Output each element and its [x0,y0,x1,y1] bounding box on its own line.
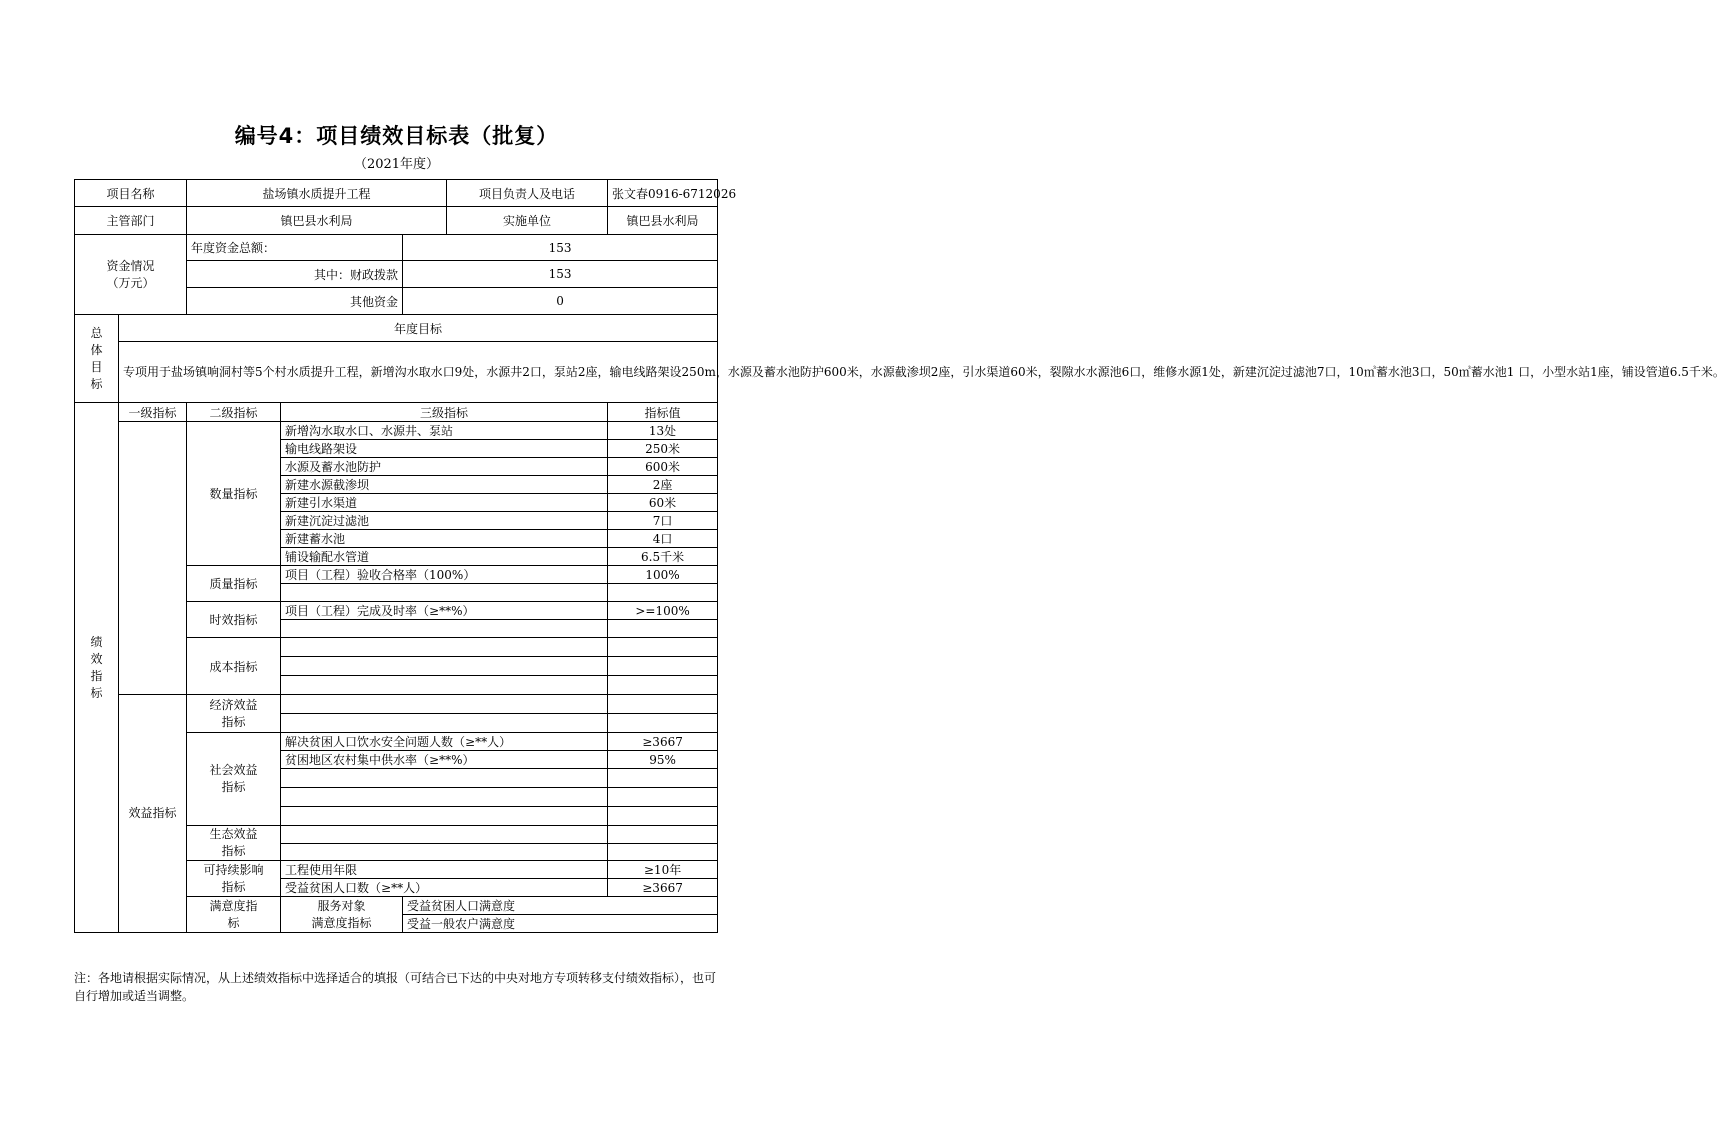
dept-label: 主管部门 [75,207,187,235]
indicator-name: 贫困地区农村集中供水率（≥**%） [281,751,608,769]
indicator-value: 250米 [608,440,718,458]
indicator-name: 水源及蓄水池防护 [281,458,608,476]
performance-table [74,179,1725,933]
empty-cell [281,657,608,676]
empty-cell [281,788,608,807]
indicator-value: 13处 [608,422,718,440]
empty-cell [281,695,608,714]
indicator-value: 95% [608,751,718,769]
benefit-indicators-label: 效益指标 [119,695,187,933]
empty-cell [281,769,608,788]
indicator-value: 600米 [608,458,718,476]
timeliness-indicators-label: 时效指标 [187,602,281,638]
value-header: 指标值 [608,403,718,422]
quality-indicators-label: 质量指标 [187,566,281,602]
year-subtitle: （2021年度） [353,157,440,172]
indicator-name: 新建蓄水池 [281,530,608,548]
impl-value: 镇巴县水利局 [608,207,718,235]
indicator-name: 新增沟水取水口、水源井、泵站 [281,422,608,440]
empty-cell [608,843,718,861]
indicator-name: 解决贫困人口饮水安全问题人数（≥**人） [281,733,608,751]
indicator-name: 受益贫困人口数（≥**人） [281,879,608,897]
fiscal-funds-label: 其中：财政拨款 [187,261,403,288]
service-satisfaction-label: 服务对象 满意度指标 [281,897,403,933]
dept-value: 镇巴县水利局 [187,207,447,235]
indicator-name: 项目（工程）验收合格率（100%） [281,566,608,584]
indicator-name: 铺设输配水管道 [281,548,608,566]
annual-goal-header: 年度目标 [119,315,718,342]
sustainable-impact-label: 可持续影响 指标 [187,861,281,897]
empty-cell [608,769,718,788]
empty-cell [281,620,608,638]
empty-cell [608,638,718,657]
indicator-value: ≥3667 [608,733,718,751]
performance-side-label: 绩 效 指 标 [75,403,119,933]
empty-cell [608,695,718,714]
overall-goal-side-label: 总 体 目 标 [75,315,119,403]
quantity-indicators-label: 数量指标 [187,422,281,566]
indicator-value: ≥10年 [608,861,718,879]
level3-header: 三级指标 [281,403,608,422]
total-funds-value: 153 [403,235,718,261]
indicator-name: 新建水源截渗坝 [281,476,608,494]
satisfaction-indicators-label: 满意度指 标 [187,897,281,933]
indicator-name: 新建沉淀过滤池 [281,512,608,530]
funds-label: 资金情况 （万元） [75,235,187,315]
indicator-name: 工程使用年限 [281,861,608,879]
output-indicators-cell [119,422,187,695]
page-title: 编号4：项目绩效目标表（批复） [234,124,559,148]
economic-benefit-label: 经济效益 指标 [187,695,281,733]
empty-cell [608,584,718,602]
indicator-value: 60米 [608,494,718,512]
indicator-value: 6.5千米 [608,548,718,566]
empty-cell [608,714,718,733]
leader-value: 张文春0916-6712026 [608,180,718,207]
footnote: 注：各地请根据实际情况，从上述绩效指标中选择适合的填报（可结合已下达的中央对地方专项转移支付绩效指标），也可自行增加或适当调整。 [74,971,717,1003]
indicator-name: 受益一般农户满意度 [403,915,718,933]
empty-cell [281,807,608,826]
empty-cell [281,826,608,844]
empty-cell [608,620,718,638]
indicator-name: 输电线路架设 [281,440,608,458]
level2-header: 二级指标 [187,403,281,422]
indicator-value: ≥3667 [608,879,718,897]
project-name-label: 项目名称 [75,180,187,207]
annual-goal-text: 专项用于盐场镇响洞村等5个村水质提升工程，新增沟水取水口9处，水源井2口，泵站2座，输电线路架设250m，水源及蓄水池防护600米，水源截渗坝2座，引水渠道60米，裂隙水水源池6口，维修水源1处，新建沉淀过滤池7口，10㎥蓄水池3口，50㎥蓄水池1 口，小型水站1座，铺设管道6.5千米。 [119,342,718,403]
other-funds-label: 其他资金 [187,288,403,315]
empty-cell [281,676,608,695]
indicator-name: 新建引水渠道 [281,494,608,512]
fiscal-funds-value: 153 [403,261,718,288]
indicator-value: >=100% [608,602,718,620]
total-funds-label: 年度资金总额： [187,235,403,261]
empty-cell [281,714,608,733]
indicator-name: 项目（工程）完成及时率（≥**%） [281,602,608,620]
indicator-value: 2座 [608,476,718,494]
empty-cell [281,843,608,861]
other-funds-value: 0 [403,288,718,315]
indicator-value: 100% [608,566,718,584]
impl-label: 实施单位 [447,207,608,235]
indicator-value: 7口 [608,512,718,530]
indicator-value: 4口 [608,530,718,548]
ecological-benefit-label: 生态效益 指标 [187,826,281,861]
empty-cell [608,657,718,676]
project-name: 盐场镇水质提升工程 [187,180,447,207]
level1-header: 一级指标 [119,403,187,422]
empty-cell [281,584,608,602]
empty-cell [608,826,718,844]
indicator-name: 受益贫困人口满意度 [403,897,718,915]
leader-label: 项目负责人及电话 [447,180,608,207]
empty-cell [281,638,608,657]
empty-cell [608,807,718,826]
empty-cell [608,788,718,807]
empty-cell [608,676,718,695]
social-benefit-label: 社会效益 指标 [187,733,281,826]
cost-indicators-label: 成本指标 [187,638,281,695]
